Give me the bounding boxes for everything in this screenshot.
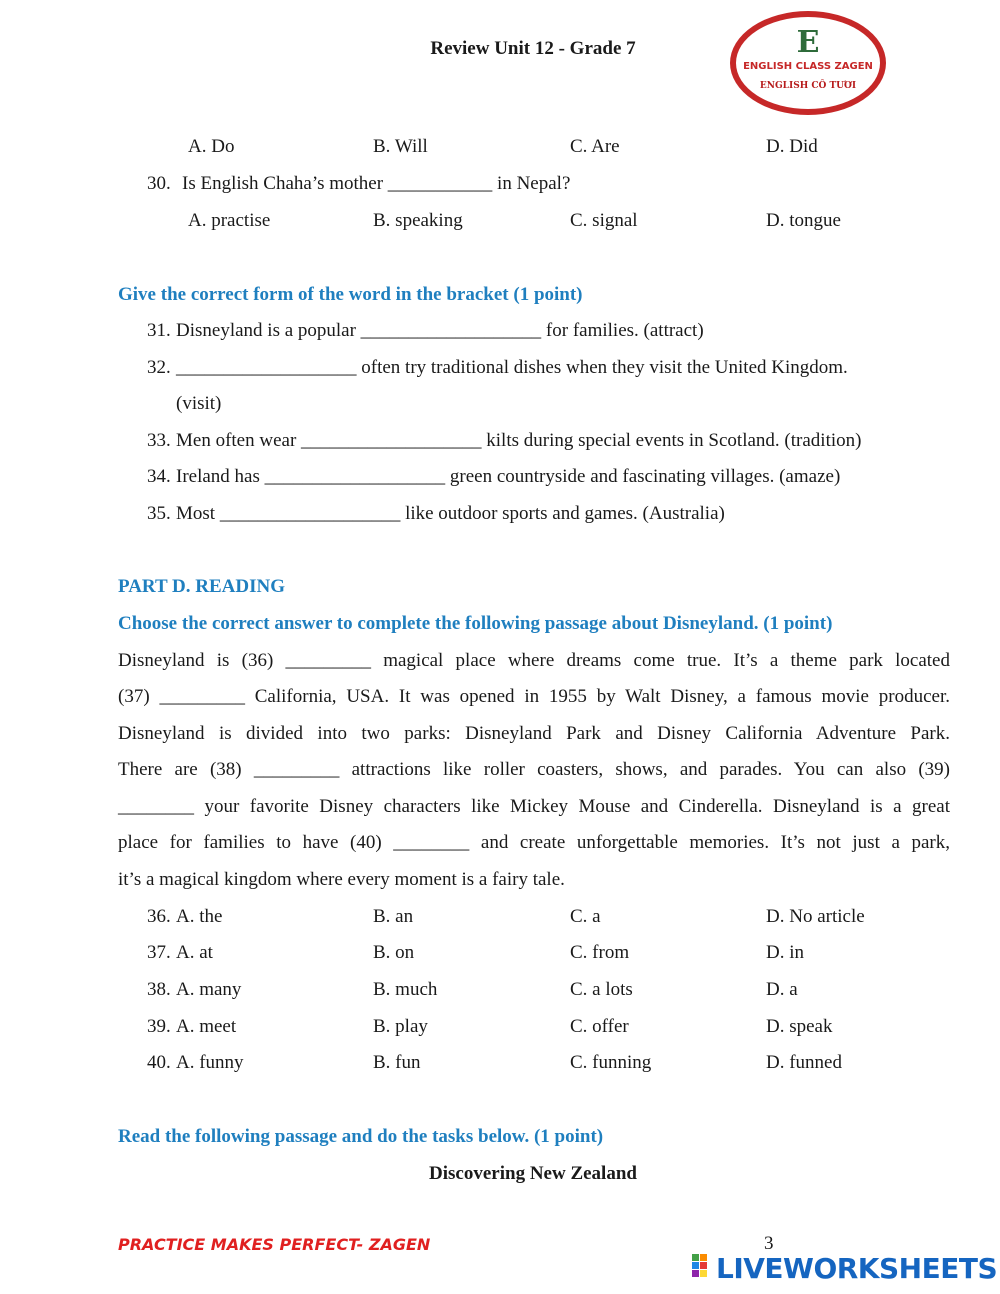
q39-option-c: C. offer: [570, 1016, 629, 1037]
q40-number: 40.: [147, 1052, 171, 1073]
q30-option-b: B. speaking: [373, 210, 463, 231]
q38-option-d: D. a: [766, 979, 798, 1000]
q38-option-a: A. many: [176, 979, 242, 1000]
q30-option-a: A. practise: [188, 210, 271, 231]
q38-option-c: C. a lots: [570, 979, 633, 1000]
passage-line: it’s a magical kingdom where every moment is a fairy tale.: [118, 869, 565, 890]
q40-option-a: A. funny: [176, 1052, 244, 1073]
q36-option-a: A. the: [176, 906, 223, 927]
q40-option-c: C. funning: [570, 1052, 652, 1073]
q37-option-b: B. on: [373, 942, 415, 963]
q30-option-d: D. tongue: [766, 210, 841, 231]
passage-line: (37) _________ California, USA. It was opened in 1955 by Walt Disney, a famous movie producer.: [118, 686, 950, 707]
q36-option-c: C. a: [570, 906, 601, 927]
q30-text: Is English Chaha’s mother ___________ in Nepal?: [182, 173, 571, 194]
q29-option-b: B. Will: [373, 136, 428, 157]
q34-number: 34.: [147, 466, 171, 487]
q33-number: 33.: [147, 430, 171, 451]
q30-option-c: C. signal: [570, 210, 638, 231]
q32-number: 32.: [147, 357, 171, 378]
q32-text: ___________________ often try traditional dishes when they visit the United Kingdom.: [176, 357, 848, 378]
q37-option-c: C. from: [570, 942, 630, 963]
q38-option-b: B. much: [373, 979, 438, 1000]
q39-option-b: B. play: [373, 1016, 428, 1037]
word-form-heading: Give the correct form of the word in the bracket (1 point): [118, 284, 583, 305]
q33-text: Men often wear ___________________ kilts during special events in Scotland. (tradition): [176, 430, 862, 451]
passage-line: ________ your favorite Disney characters like Mickey Mouse and Cinderella. Disneyland is a great: [118, 796, 950, 817]
next-task-instruction: Read the following passage and do the tasks below. (1 point): [118, 1126, 604, 1147]
svg-text:ENGLISH CLASS ZAGEN: ENGLISH CLASS ZAGEN: [743, 61, 873, 72]
q31-number: 31.: [147, 320, 171, 341]
q38-number: 38.: [147, 979, 171, 1000]
q29-option-d: D. Did: [766, 136, 818, 157]
q37-number: 37.: [147, 942, 171, 963]
passage-line: place for families to have (40) ________ and create unforgettable memories. It’s not just a park,: [118, 832, 950, 853]
q36-option-b: B. an: [373, 906, 414, 927]
passage-title: Discovering New Zealand: [429, 1163, 637, 1184]
q34-text: Ireland has ___________________ green countryside and fascinating villages. (amaze): [176, 466, 841, 487]
svg-text:E: E: [796, 25, 820, 60]
q37-option-d: D. in: [766, 942, 804, 963]
part-d-heading: PART D. READING: [118, 576, 286, 597]
q39-option-a: A. meet: [176, 1016, 237, 1037]
page-number: 3: [764, 1233, 774, 1254]
footer-slogan: PRACTICE MAKES PERFECT- ZAGEN: [118, 1235, 431, 1254]
q37-option-a: A. at: [176, 942, 213, 963]
page-title: Review Unit 12 - Grade 7: [430, 38, 636, 59]
q32-text-continued: (visit): [176, 393, 222, 414]
english-class-zagen-logo: [728, 8, 888, 118]
q36-option-d: D. No article: [766, 906, 865, 927]
q35-number: 35.: [147, 503, 171, 524]
q39-number: 39.: [147, 1016, 171, 1037]
liveworksheets-brand: LIVEWORKSHEETS: [716, 1251, 998, 1285]
q31-text: Disneyland is a popular ___________________ for families. (attract): [176, 320, 704, 341]
reading-instruction: Choose the correct answer to complete the following passage about Disneyland. (1 point): [118, 613, 833, 634]
q40-option-b: B. fun: [373, 1052, 421, 1073]
svg-text:ENGLISH CÔ TƯƠI: ENGLISH CÔ TƯƠI: [759, 81, 857, 91]
q39-option-d: D. speak: [766, 1016, 833, 1037]
passage-line: There are (38) _________ attractions like roller coasters, shows, and parades. You can also (39): [118, 759, 950, 780]
passage-line: Disneyland is (36) _________ magical place where dreams come true. It’s a theme park located: [118, 650, 950, 671]
q35-text: Most ___________________ like outdoor sports and games. (Australia): [176, 503, 725, 524]
q29-option-c: C. Are: [570, 136, 620, 157]
q36-number: 36.: [147, 906, 171, 927]
passage-line: Disneyland is divided into two parks: Disneyland Park and Disney California Adventure Park.: [118, 723, 950, 744]
q30-number: 30.: [147, 173, 171, 194]
q29-option-a: A. Do: [188, 136, 235, 157]
liveworksheets-logo: [692, 1252, 997, 1284]
q40-option-d: D. funned: [766, 1052, 842, 1073]
liveworksheets-blocks-icon: [692, 1254, 716, 1282]
